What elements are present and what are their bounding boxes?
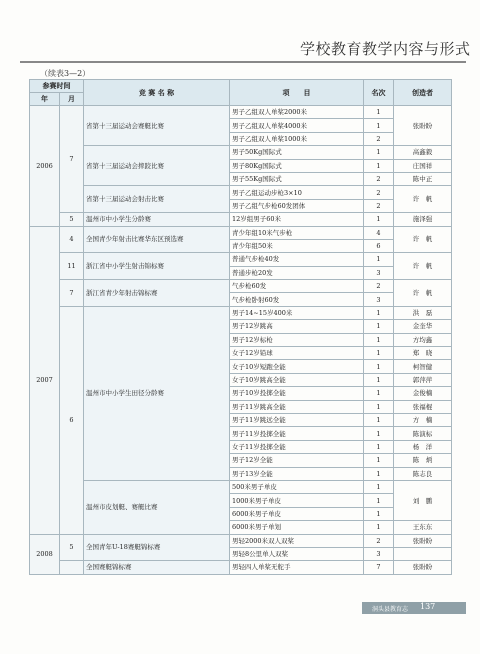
rank-cell: 1 [364,494,394,507]
rank-cell: 1 [364,306,394,319]
col-creator: 创造者 [394,80,452,106]
competition-cell: 浙江省青少年射击锦标赛 [84,280,230,307]
rank-cell: 1 [364,413,394,426]
month-cell: 5 [60,213,84,226]
creator-cell: 王东东 [394,521,452,534]
month-cell: 7 [60,280,84,307]
rank-cell: 2 [364,199,394,212]
competition-cell: 全国青少年射击比赛华东区预选赛 [84,226,230,253]
creator-cell: 郭萍萍 [394,373,452,386]
rank-cell: 1 [364,320,394,333]
competition-cell: 全国赛艇锦标赛 [84,561,230,574]
table-row [30,106,452,119]
event-cell: 男子乙组双人单桨1000米 [230,132,364,145]
rank-cell: 1 [364,146,394,159]
event-cell: 男子乙组运动步枪3×10 [230,186,364,199]
rank-cell: 1 [364,521,394,534]
competition-cell: 温州市中小学生田径分龄赛 [84,306,230,480]
month-cell: 5 [60,534,84,561]
col-year: 年 [30,93,60,106]
creator-cell: 刘 鹏 [394,480,452,520]
creator-cell: 郑 晓 [394,347,452,360]
event-cell: 男子乙组双人单桨4000米 [230,119,364,132]
table-row [30,186,452,199]
creator-cell: 张盼盼 [394,561,452,574]
event-cell: 12岁组男子60米 [230,213,364,226]
event-cell: 气步枪卧射60发 [230,293,364,306]
creator-cell: 陈演标 [394,427,452,440]
table-row [30,213,452,226]
creator-cell: 方均鑫 [394,333,452,346]
page-title: 学校教育教学内容与形式 [300,40,471,58]
event-cell: 男子11岁跳高全能 [230,400,364,413]
rank-cell: 1 [364,253,394,266]
creator-cell: 金俊楠 [394,387,452,400]
creator-cell: 许 帆 [394,186,452,213]
rank-cell: 2 [364,534,394,547]
rank-cell: 3 [364,293,394,306]
event-cell: 男轻四人单桨无舵手 [230,561,364,574]
event-cell: 男子乙组气步枪60发团体 [230,199,364,212]
creator-cell: 庄国祥 [394,159,452,172]
event-cell: 男轻8公里单人双桨 [230,547,364,560]
competition-cell: 省第十三届运动会赛艇比赛 [84,106,230,146]
competition-cell: 温州市中小学生分龄赛 [84,213,230,226]
table-row [30,306,452,319]
creator-cell: 许 帆 [394,280,452,307]
col-event: 项 目 [230,80,364,106]
month-cell: 7 [60,106,84,213]
rank-cell: 7 [364,561,394,574]
year-cell: 2006 [30,106,60,227]
rank-cell: 2 [364,132,394,145]
event-cell: 男子10岁投掷全能 [230,387,364,400]
rank-cell: 4 [364,226,394,239]
creator-cell: 高鑫毅 [394,146,452,159]
rank-cell: 1 [364,467,394,480]
event-cell: 普通步枪20发 [230,266,364,279]
rank-cell: 2 [364,186,394,199]
rank-cell: 1 [364,480,394,493]
event-cell: 男子12岁跳高 [230,320,364,333]
rank-cell: 2 [364,280,394,293]
event-cell: 青少年组50米 [230,239,364,252]
event-cell: 气步枪60发 [230,280,364,293]
rank-cell: 3 [364,266,394,279]
event-cell: 女子10岁短跑全能 [230,360,364,373]
month-cell: 11 [60,253,84,280]
header-rule [20,61,466,63]
event-cell: 6000米男子单皮 [230,507,364,520]
competition-cell: 省第十三届运动会摔跤比赛 [84,146,230,186]
table-row [30,226,452,239]
competition-cell: 温州市皮划艇、赛艇比赛 [84,480,230,534]
event-cell: 男子80Kg国际式 [230,159,364,172]
table-row [30,480,452,493]
rank-cell: 1 [364,400,394,413]
event-cell: 男子13岁全能 [230,467,364,480]
creator-cell: 许 帆 [394,226,452,253]
rank-cell: 6 [364,239,394,252]
table-row [30,280,452,293]
event-cell: 男子11岁跳远全能 [230,413,364,426]
col-month: 月 [60,93,84,106]
col-rank: 名次 [364,80,394,106]
rank-cell: 1 [364,119,394,132]
rank-cell: 1 [364,373,394,386]
month-cell: 4 [60,226,84,253]
creator-cell: 张福棍 [394,400,452,413]
table-row [30,146,452,159]
creator-cell [394,547,452,560]
competition-table [29,79,452,575]
page-number: 137 [420,602,436,611]
event-cell: 男子55Kg国际式 [230,172,364,185]
creator-cell: 洪 磊 [394,306,452,319]
event-cell: 男子14~15岁400米 [230,306,364,319]
event-cell: 男子乙组双人单桨2000米 [230,106,364,119]
creator-cell: 许 帆 [394,253,452,280]
creator-cell: 陈中正 [394,172,452,185]
rank-cell: 1 [364,440,394,453]
competition-cell: 省第十三届运动会射击比赛 [84,186,230,213]
event-cell: 女子11岁投掷全能 [230,440,364,453]
creator-cell: 张盼盼 [394,534,452,547]
col-time: 参赛时间 [30,80,84,93]
creator-cell: 方 楠 [394,413,452,426]
rank-cell: 1 [364,159,394,172]
creator-cell: 杨 洋 [394,440,452,453]
month-cell: 6 [60,306,84,534]
event-cell: 男子50Kg国际式 [230,146,364,159]
creator-cell: 柯智健 [394,360,452,373]
event-cell: 青少年组10米气步枪 [230,226,364,239]
rank-cell: 1 [364,454,394,467]
rank-cell: 1 [364,333,394,346]
event-cell: 男子12岁标枪 [230,333,364,346]
event-cell: 普通气步枪40发 [230,253,364,266]
rank-cell: 1 [364,427,394,440]
rank-cell: 1 [364,347,394,360]
year-cell: 2008 [30,534,60,574]
creator-cell: 陈 炳 [394,454,452,467]
rank-cell: 1 [364,213,394,226]
rank-cell: 2 [364,172,394,185]
creator-cell: 陈志良 [394,467,452,480]
table-row [30,253,452,266]
table-caption: （续表3—2） [40,69,91,78]
event-cell: 500米男子单皮 [230,480,364,493]
table-row [30,561,452,574]
col-competition: 竞 赛 名 称 [84,80,230,106]
competition-cell: 全国青年U-18赛艇锦标赛 [84,534,230,561]
event-cell: 男子11岁投掷全能 [230,427,364,440]
year-cell: 2007 [30,226,60,534]
creator-cell: 张盼盼 [394,106,452,146]
rank-cell: 1 [364,360,394,373]
event-cell: 1000米男子单皮 [230,494,364,507]
creator-cell: 金奎华 [394,320,452,333]
competition-cell: 浙江省中小学生射击锦标赛 [84,253,230,280]
event-cell: 6000米男子单划 [230,521,364,534]
event-cell: 女子12岁铅球 [230,347,364,360]
month-cell [60,561,84,574]
footer-book-title: 洞头县教育志 [372,606,409,613]
rank-cell: 1 [364,387,394,400]
event-cell: 女子10岁跳高全能 [230,373,364,386]
rank-cell: 1 [364,507,394,520]
event-cell: 男子12岁全能 [230,454,364,467]
event-cell: 男轻2000米双人双桨 [230,534,364,547]
table-row [30,534,452,547]
rank-cell: 3 [364,547,394,560]
rank-cell: 1 [364,106,394,119]
creator-cell: 施泽强 [394,213,452,226]
